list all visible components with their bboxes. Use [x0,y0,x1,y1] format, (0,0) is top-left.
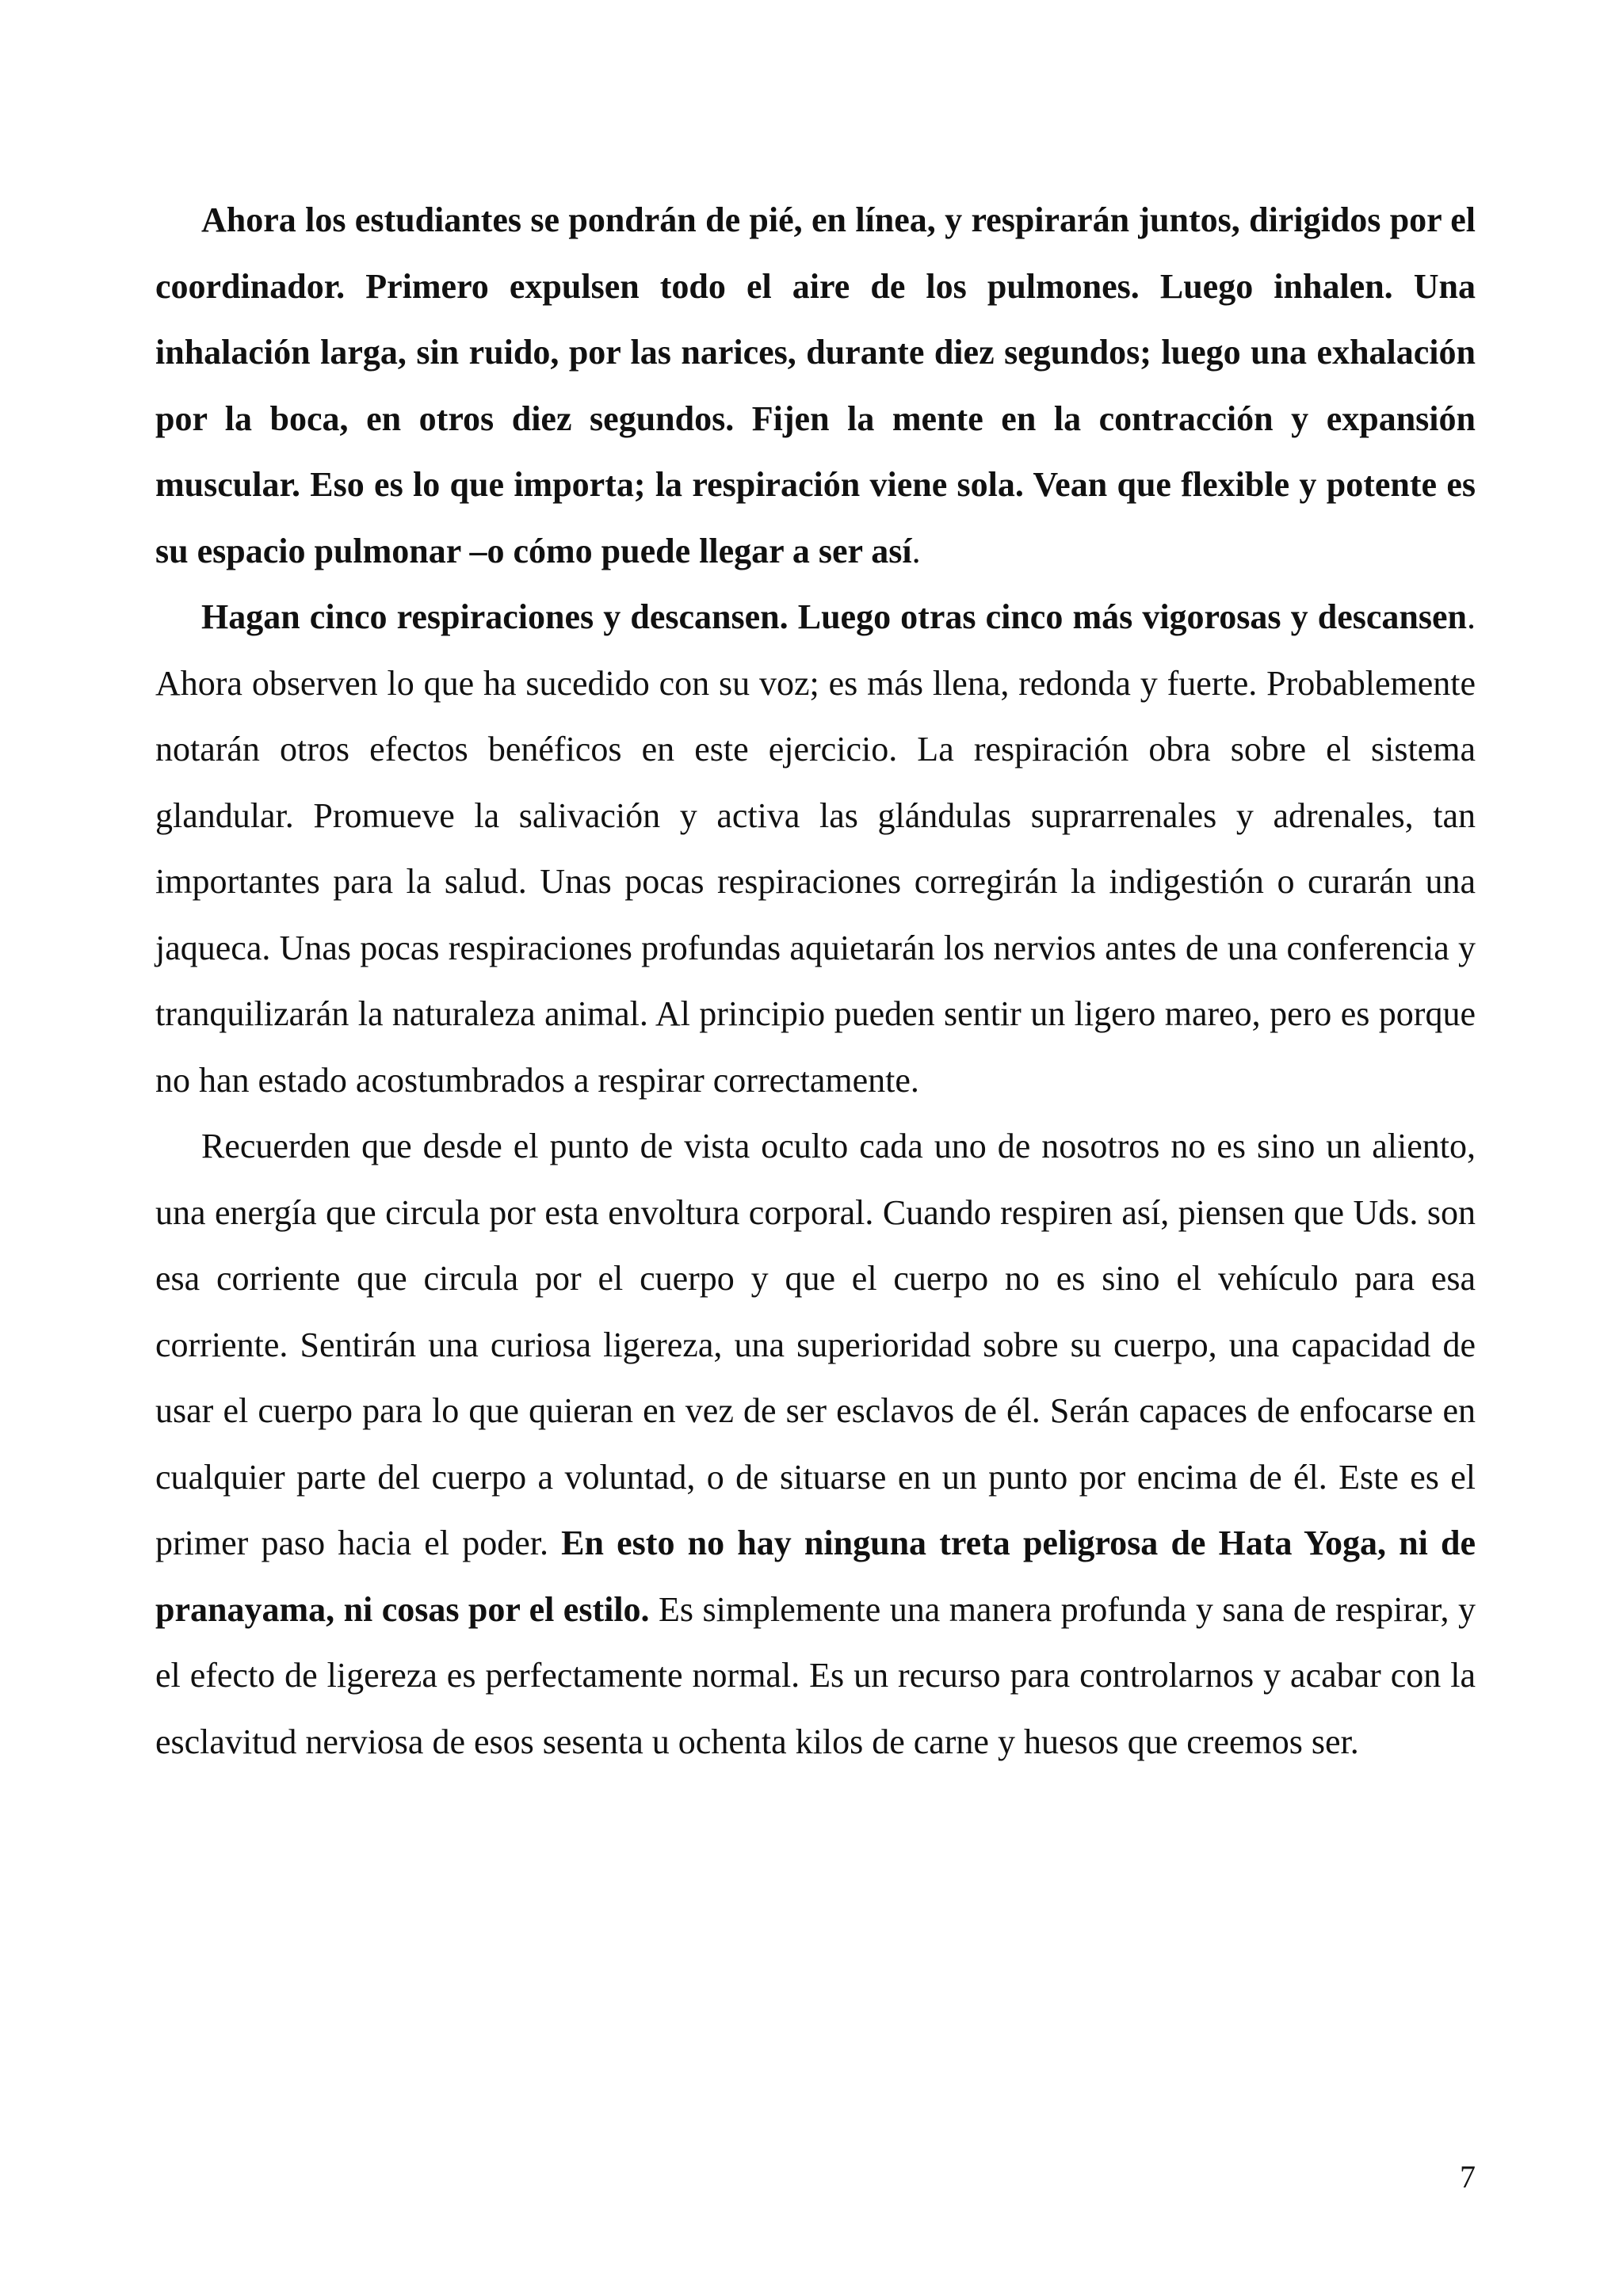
page-number: 7 [1460,2159,1476,2195]
bold-text: Hagan cinco respiraciones y descansen. Luego otras cinco más vigorosas y descansen [201,597,1467,636]
paragraph-2 [155,584,1476,1113]
paragraph-1 [155,187,1476,584]
regular-text: . [911,531,921,570]
body-text [155,187,1476,1775]
regular-text: Recuerden que desde el punto de vista oculto cada uno de nosotros no es sino un aliento, una energía que circula por esta envoltura corporal. Cuando respiren así, piensen que Uds. son esa corriente que circula por el cuerpo y que el cuerpo no es sino el vehículo para esa corriente. Sentirán una curiosa ligereza, una superioridad sobre su cuerpo, una capacidad de usar el cuerpo para lo que quieran en vez de ser esclavos de él. Serán capaces de enfocarse en cualquier parte del cuerpo a voluntad, o de situarse en un punto por encima de él. Este es el primer paso hacia el poder. [155,1127,1476,1562]
regular-text: Es simplemente una manera profunda y sana de respirar, y el efecto de ligereza es perfectamente normal. Es un recurso para controlarnos y acabar con la esclavitud nerviosa de esos sesenta u ochenta kilos de carne y huesos que creemos ser. [155,1589,1476,1761]
paragraph-3 [155,1113,1476,1775]
bold-text: En esto no hay ninguna treta peligrosa de Hata Yoga, ni de pranayama, ni cosas por el estilo. [155,1524,1476,1629]
bold-text: Ahora los estudiantes se pondrán de pié, en línea, y respirarán juntos, dirigidos por el coordinador. Primero expulsen todo el aire de los pulmones. Luego inhalen. Una inhalación larga, sin ruido, por las narices, durante diez segundos; luego una exhalación por la boca, en otros diez segundos. Fijen la mente en la contracción y expansión muscular. Eso es lo que importa; la respiración viene sola. Vean que flexible y potente es su espacio pulmonar –o cómo puede llegar a ser así [155,200,1476,570]
regular-text: . Ahora observen lo que ha sucedido con su voz; es más llena, redonda y fuerte. Probablemente notarán otros efectos benéficos en este ejercicio. La respiración obra sobre el sistema glandular. Promueve la salivación y activa las glándulas suprarrenales y adrenales, tan importantes para la salud. Unas pocas respiraciones corregirán la indigestión o curarán una jaqueca. Unas pocas respiraciones profundas aquietarán los nervios antes de una conferencia y tranquilizarán la naturaleza animal. Al principio pueden sentir un ligero mareo, pero es porque no han estado acostumbrados a respirar correctamente. [155,597,1476,1100]
